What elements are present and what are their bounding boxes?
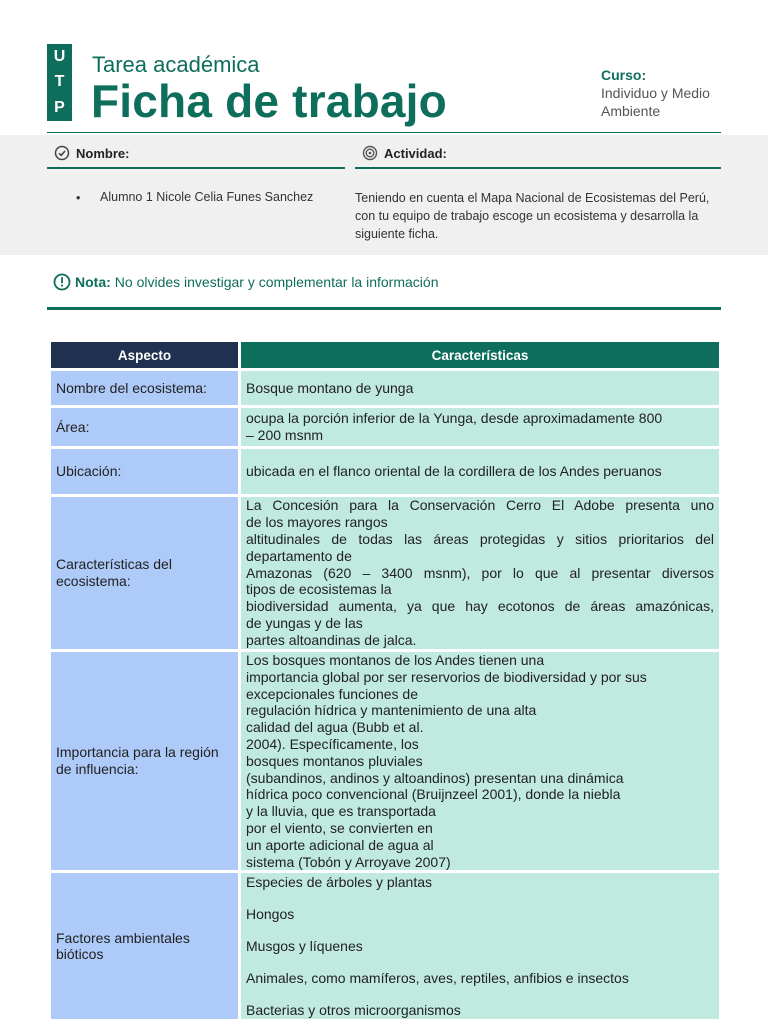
document-subtitle: Tarea académica: [92, 52, 260, 77]
cell-line: calidad del agua (Bubb et al.: [246, 719, 424, 736]
aspect-cell: Ubicación:: [51, 449, 238, 494]
exclamation-circle-icon: [53, 273, 71, 291]
cell-line: un aporte adicional de agua al: [246, 836, 434, 853]
cell-line: departamento de: [246, 547, 352, 564]
column-header-aspect: Aspecto: [51, 342, 238, 368]
cell-line: y la lluvia, que es transportada: [246, 803, 436, 820]
target-icon: [362, 145, 378, 161]
cell-line: Los bosques montanos de los Andes tienen una: [246, 652, 545, 668]
bullet-icon: •: [76, 191, 81, 205]
cell-line: importancia global por ser reservorios de biodiversidad y por sus: [246, 668, 647, 685]
cell-line: (subandinos, andinos y altoandinos) presentan una dinámica: [246, 769, 624, 786]
cell-line: 2004). Específicamente, los: [246, 735, 419, 752]
cell-line: ubicada en el flanco oriental de la cordillera de los Andes peruanos: [246, 463, 662, 480]
aspect-cell: Nombre del ecosistema:: [51, 371, 238, 405]
student-list-item: [78, 189, 323, 206]
cell-line: – 200 msnm: [246, 427, 324, 443]
list-item: Hongos: [246, 906, 295, 923]
ecosystem-table: [48, 339, 722, 1022]
list-item: Animales, como mamíferos, aves, reptiles, anfibios e insectos: [246, 969, 629, 986]
table-row: [51, 652, 719, 870]
list-item: Musgos y líquenes: [246, 937, 363, 954]
document-title: Ficha de trabajo: [91, 75, 447, 127]
cell-line: Bosque montano de yunga: [246, 379, 414, 396]
note-divider: [47, 307, 721, 310]
table-row: [51, 449, 719, 494]
logo-letter-t: T: [54, 73, 65, 91]
cell-line: bosques montanos pluviales: [246, 752, 423, 769]
aspect-cell: Factores ambientales bióticos: [51, 873, 238, 1019]
note-text: No olvides investigar y complementar la información: [114, 274, 439, 290]
characteristics-cell: [241, 652, 719, 870]
table-row: [51, 497, 719, 649]
column-header-characteristics: Características: [241, 342, 719, 368]
characteristics-cell: [241, 371, 719, 405]
cell-line: biodiversidad aumenta, ya que hay ecotonos de áreas amazónicas,: [246, 598, 714, 615]
table-header-row: [51, 342, 719, 368]
aspect-cell: Importancia para la región de influencia:: [51, 652, 238, 870]
cell-line: regulación hídrica y mantenimiento de una alta: [246, 702, 537, 719]
characteristics-cell: [241, 497, 719, 649]
cell-line: Amazonas (620 – 3400 msnm), por lo que al presentar diversos: [246, 564, 714, 581]
cell-line: tipos de ecosistemas la: [246, 581, 392, 598]
name-label: Nombre:: [76, 145, 130, 161]
logo-letter-p: P: [54, 99, 65, 117]
activity-header: [355, 139, 721, 169]
cell-line: partes altoandinas de jalca.: [246, 631, 417, 648]
characteristics-cell: [241, 873, 719, 1019]
cell-line: de los mayores rangos: [246, 514, 388, 531]
student-name: Alumno 1 Nicole Celia Funes Sanchez: [100, 190, 314, 204]
list-item: Especies de árboles y plantas: [246, 874, 432, 891]
note-label: Nota:: [75, 274, 111, 290]
cell-line: hídrica poco convencional (Bruijnzeel 2001), donde la niebla: [246, 786, 621, 803]
header-divider: [47, 132, 721, 133]
utp-logo: [47, 44, 72, 121]
aspect-cell: Características del ecosistema:: [51, 497, 238, 649]
cell-line: de yungas y de las: [246, 614, 363, 631]
cell-line: altitudinales de todas las áreas protegidas y sitios prioritarios del: [246, 531, 714, 547]
course-name: Individuo y Medio Ambiente: [601, 85, 710, 119]
name-header: [47, 139, 345, 169]
activity-description: Teniendo en cuenta el Mapa Nacional de Ecosistemas del Perú, con tu equipo de trabajo escoge un ecosistema y desarrolla la siguiente ficha.: [355, 191, 710, 241]
table-row: [51, 371, 719, 405]
list-item: Bacterias y otros microorganismos: [246, 1001, 461, 1018]
table-row: [51, 408, 719, 446]
cell-line: La Concesión para la Conservación Cerro El Adobe presenta uno: [246, 497, 714, 514]
check-circle-icon: [54, 145, 70, 161]
cell-line: excepcionales funciones de: [246, 685, 419, 702]
table-row: [51, 873, 719, 1019]
cell-line: sistema (Tobón y Arroyave 2007): [246, 853, 451, 870]
course-label: Curso:: [601, 67, 647, 83]
characteristics-cell: [241, 449, 719, 494]
cell-line: por el viento, se convierten en: [246, 819, 433, 836]
cell-line: ocupa la porción inferior de la Yunga, desde aproximadamente 800: [246, 410, 663, 427]
note: [53, 273, 438, 291]
logo-letter-u: U: [53, 47, 66, 65]
aspect-cell: Área:: [51, 408, 238, 446]
activity-label: Actividad:: [384, 145, 447, 161]
characteristics-cell: [241, 408, 719, 446]
